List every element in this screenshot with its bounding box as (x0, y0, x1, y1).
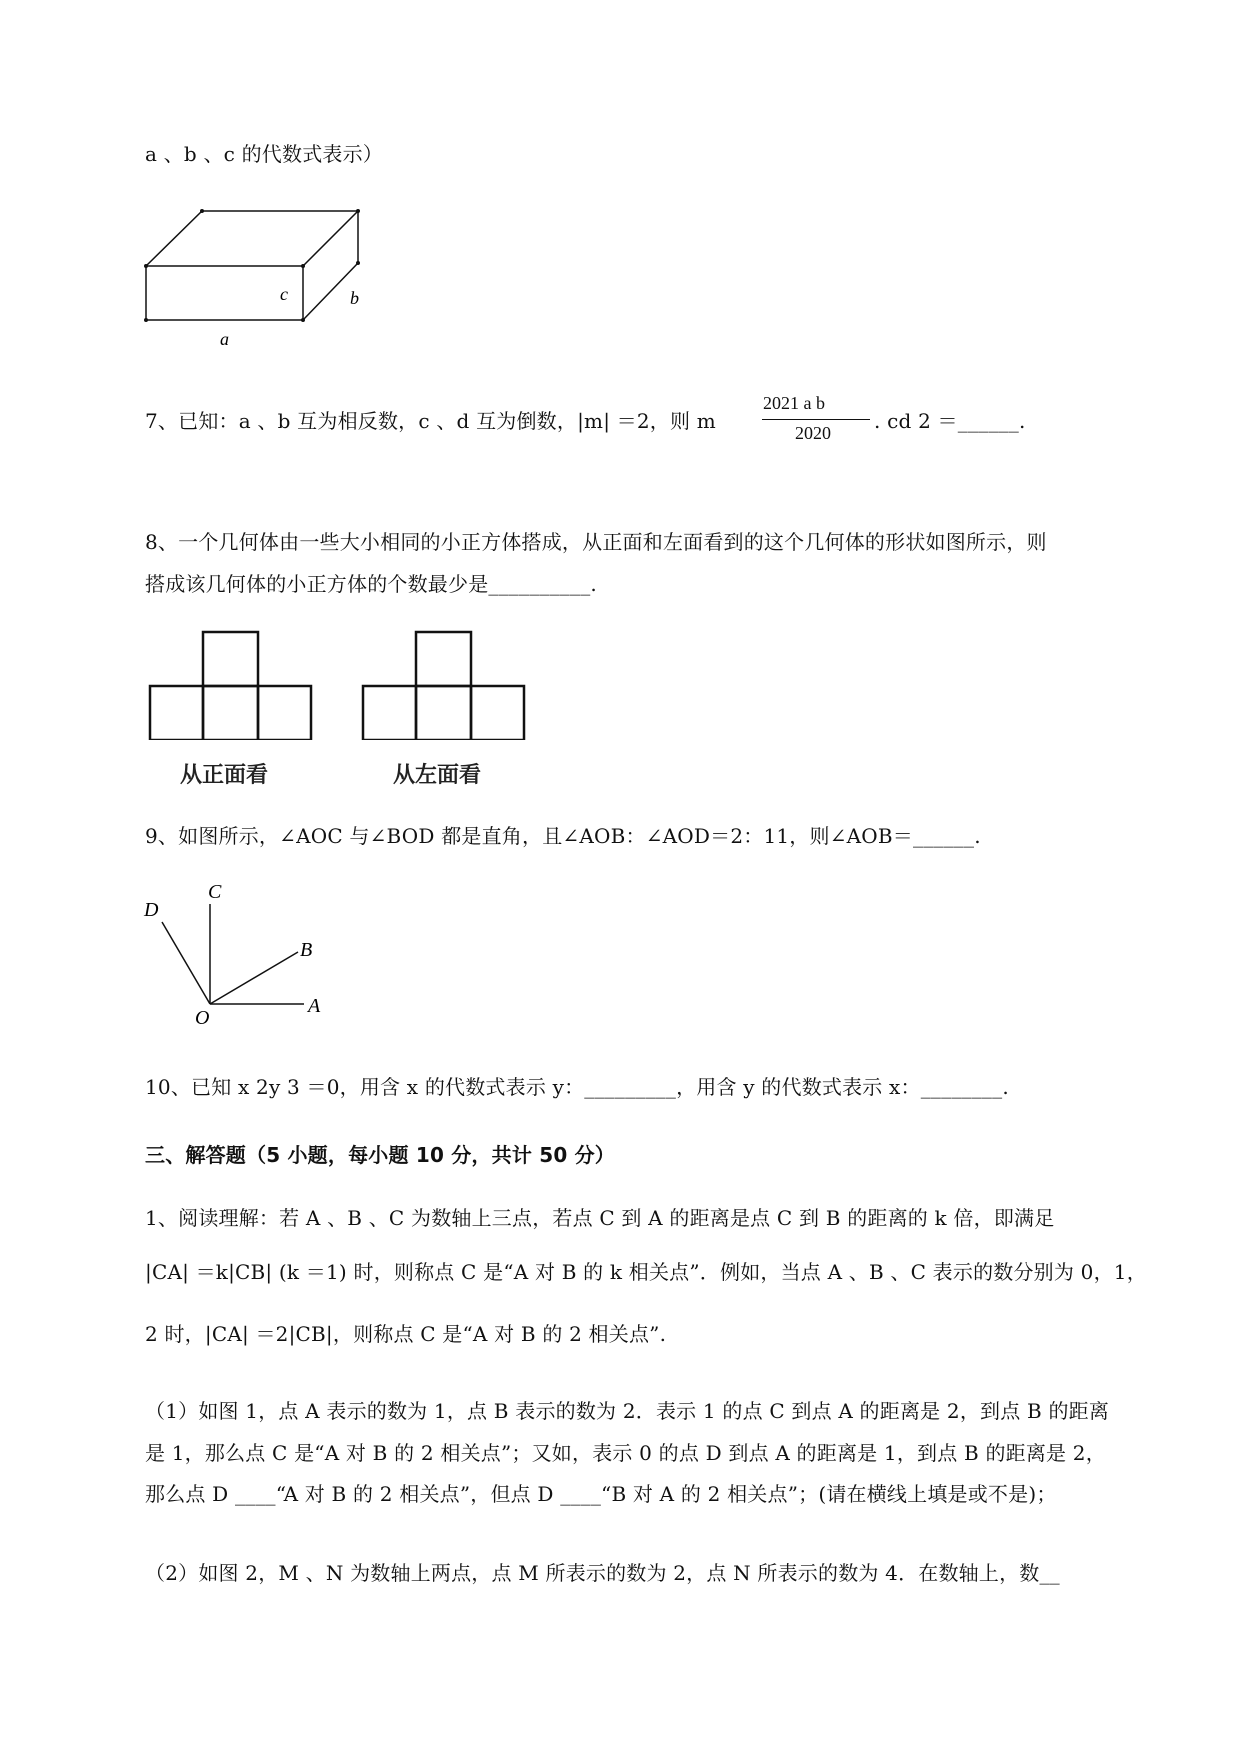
label-D: D (144, 899, 159, 921)
section-3-title: 三、解答题（5 小题，每小题 10 分，共计 50 分） (145, 1143, 615, 1167)
q8-line-2: 搭成该几何体的小正方体的个数最少是__________. (145, 572, 597, 596)
q7-fraction-numerator: 2021 a b (763, 393, 825, 413)
intro-line: a 、b 、c 的代数式表示） (145, 142, 383, 166)
q10-text: 10、已知 x 2y 3 ＝0，用含 x 的代数式表示 y：_________，用含 y 的代数式表示 x：________. (145, 1075, 1009, 1099)
q8-line-1: 8、一个几何体由一些大小相同的小正方体搭成，从正面和左面看到的这个几何体的形状如图所示，则 (145, 530, 1047, 554)
p1-sub1-line-1: （1）如图 1，点 A 表示的数为 1，点 B 表示的数为 2．表示 1 的点 C 到点 A 的距离是 2，到点 B 的距离 (145, 1399, 1110, 1423)
p1-line-1: 1、阅读理解：若 A 、B 、C 为数轴上三点，若点 C 到 A 的距离是点 C 到 B 的距离的 k 倍，即满足 (145, 1206, 1055, 1230)
views-figure (148, 630, 528, 740)
q7-fraction-denominator: 2020 (795, 423, 831, 443)
cuboid-figure (140, 200, 380, 360)
label-C: C (208, 881, 222, 903)
p1-sub1-line-2: 是 1，那么点 C 是“A 对 B 的 2 相关点”；又如，表示 0 的点 D 到点 A 的距离是 1，到点 B 的距离是 2， (145, 1441, 1106, 1465)
q9-text: 9、如图所示，∠AOC 与∠BOD 都是直角，且∠AOB：∠AOD＝2：11，则∠AOB＝______. (145, 824, 981, 848)
p1-line-2: |CA| ＝k|CB| (k ＝1) 时，则称点 C 是“A 对 B 的 k 相关点”．例如，当点 A 、B 、C 表示的数分别为 0，1， (145, 1260, 1147, 1284)
p1-sub2-line-1: （2）如图 2，M 、N 为数轴上两点，点 M 所表示的数为 2，点 N 所表示的数为 4．在数轴上，数__ (145, 1561, 1060, 1585)
q7-suffix: . cd 2 ＝______. (874, 409, 1026, 433)
p1-line-3: 2 时，|CA| ＝2|CB|，则称点 C 是“A 对 B 的 2 相关点”. (145, 1322, 667, 1346)
label-a: a (220, 329, 229, 349)
angle-figure (140, 880, 340, 1030)
label-A: A (308, 995, 321, 1017)
left-view-label: 从左面看 (393, 763, 482, 788)
front-view-label: 从正面看 (180, 763, 269, 788)
label-O: O (195, 1007, 210, 1029)
fraction-bar (762, 419, 870, 420)
label-B: B (300, 939, 313, 961)
label-c: c (280, 284, 288, 304)
label-b: b (350, 288, 359, 308)
q7-prefix: 7、已知：a 、b 互为相反数，c 、d 互为倒数，|m| ＝2，则 m (145, 409, 716, 433)
p1-sub1-line-3: 那么点 D ____“A 对 B 的 2 相关点”，但点 D ____“B 对 A 的 2 相关点”；(请在横线上填是或不是)； (145, 1482, 1057, 1506)
